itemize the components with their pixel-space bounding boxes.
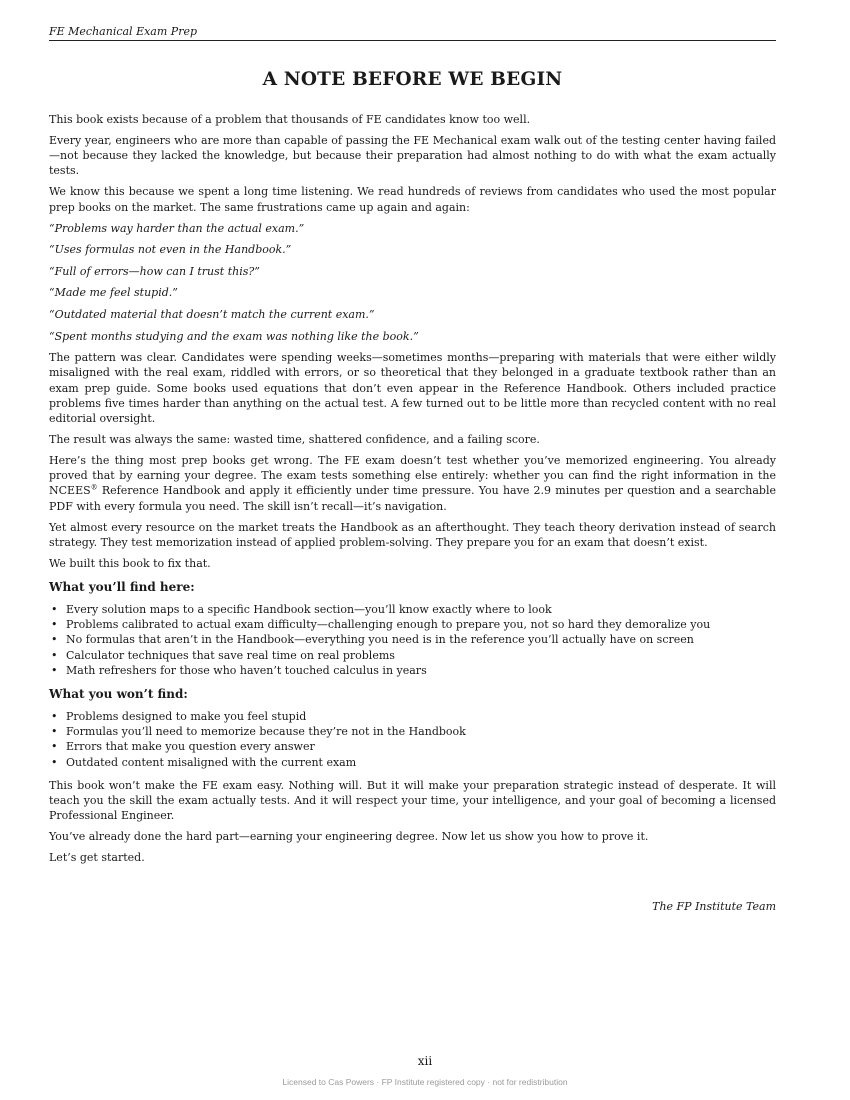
intro-paragraph-3: We know this because we spent a long time listening. We read hundreds of reviews from candidates who used the most popular prep books on the market. The same frustrations came up again and again:	[49, 185, 776, 214]
page-content	[49, 68, 776, 920]
review-quote: “Full of errors—how can I trust this?”	[49, 264, 260, 278]
page-title: A NOTE BEFORE WE BEGIN	[262, 69, 563, 90]
intro-paragraph-2: Every year, engineers who are more than capable of passing the FE Mechanical exam walk out of the testing center having failed—not because they lacked the knowledge, but because their preparation had almost nothing to do with what the exam actually tests.	[49, 134, 776, 178]
review-quote: “Uses formulas not even in the Handbook.”	[49, 243, 292, 257]
find-here-heading: What you’ll find here:	[49, 580, 195, 594]
body-paragraph-navigation	[49, 453, 776, 514]
list-item: • Formulas you’ll need to memorize because they’re not in the Handbook	[66, 724, 776, 739]
body-paragraph-result: The result was always the same: wasted time, shattered confidence, and a failing score.	[49, 432, 540, 446]
running-header: FE Mechanical Exam Prep	[49, 24, 776, 41]
license-notice: Licensed to Cas Powers · FP Institute registered copy · not for redistribution	[282, 1077, 568, 1087]
list-item: • Calculator techniques that save real time on real problems	[66, 648, 776, 663]
find-here-list	[49, 602, 776, 678]
list-item: • Math refreshers for those who haven’t touched calculus in years	[66, 663, 776, 678]
review-quote: “Made me feel stupid.”	[49, 286, 178, 300]
list-item: • Problems calibrated to actual exam difficulty—challenging enough to prepare you, not so hard they demoralize you	[66, 617, 776, 632]
registered-mark: ®	[90, 483, 98, 492]
review-quote: “Problems way harder than the actual exam.”	[49, 221, 305, 235]
body-paragraph-navigation-part2: Reference Handbook and apply it efficiently under time pressure. You have 2.9 minutes per question and a searchable PDF with every formula you need. The skill isn’t recall—it’s navigation.	[49, 484, 776, 513]
wont-find-list	[49, 709, 776, 770]
body-paragraph-navigation-part1: Here’s the thing most prep books get wrong. The FE exam doesn’t test whether you’ve memorized engineering. You already proved that by earning your degree. The exam tests something else entirely: whether you can find the right information in the NCEES	[49, 453, 776, 498]
closing-paragraph-1: This book won’t make the FE exam easy. Nothing will. But it will make your preparation strategic instead of desperate. It will teach you the skill the exam actually tests. And it will respect your time, your intelligence, and your goal of becoming a licensed Professional Engineer.	[49, 778, 776, 823]
page-number: xii	[417, 1054, 433, 1068]
list-item: • Errors that make you question every answer	[66, 739, 776, 754]
closing-paragraph-2: You’ve already done the hard part—earning your engineering degree. Now let us show you how to prove it.	[49, 830, 649, 844]
review-quote: “Outdated material that doesn’t match the current exam.”	[49, 307, 375, 321]
closing-paragraph-3: Let’s get started.	[49, 851, 145, 865]
list-item: • Problems designed to make you feel stupid	[66, 709, 776, 724]
review-quote: “Spent months studying and the exam was nothing like the book.”	[49, 329, 419, 343]
list-item: • No formulas that aren’t in the Handbook—everything you need is in the reference you’ll actually have on screen	[66, 632, 776, 647]
signature: The FP Institute Team	[652, 900, 776, 914]
list-item: • Outdated content misaligned with the current exam	[66, 755, 776, 770]
body-paragraph-fix: We built this book to fix that.	[49, 556, 211, 570]
intro-paragraph-1: This book exists because of a problem that thousands of FE candidates know too well.	[49, 113, 531, 126]
body-paragraph-afterthought: Yet almost every resource on the market treats the Handbook as an afterthought. They teach theory derivation instead of search strategy. They test memorization instead of applied problem-solving. They prepare you for an exam that doesn’t exist.	[49, 520, 776, 549]
list-item: • Every solution maps to a specific Handbook section—you’ll know exactly where to look	[66, 602, 776, 617]
wont-find-heading: What you won’t find:	[49, 687, 188, 702]
body-paragraph-pattern: The pattern was clear. Candidates were spending weeks—sometimes months—preparing with materials that were either wildly misaligned with the real exam, riddled with errors, or so theoretical that they belonged in a graduate textbook rather than an exam prep guide. Some books used equations that don’t even appear in the Reference Handbook. Others included practice problems five times harder than anything on the actual test. A few turned out to be little more than recycled content with no real editorial oversight.	[49, 351, 776, 425]
